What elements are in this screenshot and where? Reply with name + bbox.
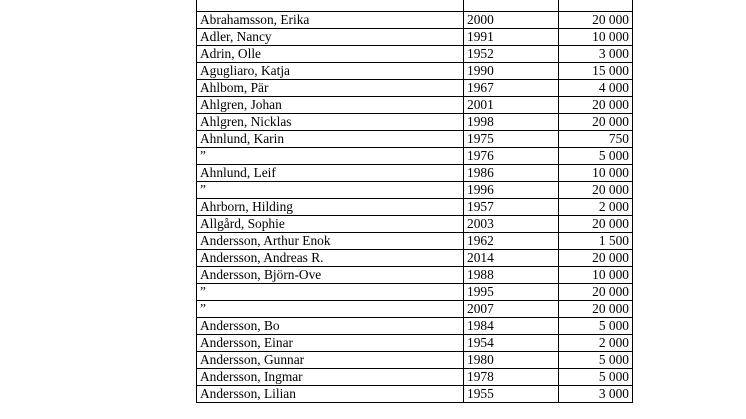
amount-cell: 20 000 [559,216,633,233]
name-cell: ” [197,284,464,301]
name-cell: ” [197,182,464,199]
name-cell: Adler, Nancy [197,29,464,46]
table-row [197,97,633,114]
year-cell: 1962 [464,233,559,250]
year-cell: 1957 [464,199,559,216]
year-cell: 1980 [464,352,559,369]
amount-cell: 20 000 [559,301,633,318]
amount-cell: 20 000 [559,114,633,131]
year-cell: 1984 [464,318,559,335]
table-row [197,284,633,301]
table-row [197,267,633,284]
year-cell: 1967 [464,80,559,97]
amount-cell: 10 000 [559,267,633,284]
table-row [197,318,633,335]
table-row [197,12,633,29]
year-cell: 1986 [464,165,559,182]
amount-cell: 3 000 [559,46,633,63]
year-cell: 1990 [464,63,559,80]
amount-cell: 5 000 [559,148,633,165]
year-cell: 2007 [464,301,559,318]
amount-cell: 2 000 [559,199,633,216]
name-cell: Andersson, Andreas R. [197,250,464,267]
year-cell: 1954 [464,335,559,352]
name-cell: Allgård, Sophie [197,216,464,233]
year-cell: 2003 [464,216,559,233]
amount-cell: 20 000 [559,284,633,301]
header-cell-name [197,0,464,12]
amount-cell: 5 000 [559,318,633,335]
table-row [197,386,633,403]
table-row [197,114,633,131]
amount-cell: 750 [559,131,633,148]
amount-cell: 20 000 [559,12,633,29]
year-cell: 1975 [464,131,559,148]
amount-cell: 5 000 [559,369,633,386]
table-row [197,148,633,165]
name-cell: Andersson, Gunnar [197,352,464,369]
amount-cell: 10 000 [559,29,633,46]
table-row [197,352,633,369]
table-body [197,0,633,403]
table-row [197,250,633,267]
year-cell: 1978 [464,369,559,386]
year-cell: 1955 [464,386,559,403]
name-cell: Andersson, Ingmar [197,369,464,386]
year-cell: 2000 [464,12,559,29]
name-cell: Andersson, Einar [197,335,464,352]
table-header-row [197,0,633,12]
header-cell-year [464,0,559,12]
name-cell: Adrin, Olle [197,46,464,63]
table-row [197,80,633,97]
year-cell: 1996 [464,182,559,199]
table-row [197,165,633,182]
year-cell: 1952 [464,46,559,63]
table-row [197,63,633,80]
name-cell: Ahnlund, Karin [197,131,464,148]
amount-cell: 10 000 [559,165,633,182]
table-row [197,301,633,318]
name-cell: Ahnlund, Leif [197,165,464,182]
amount-cell: 4 000 [559,80,633,97]
name-cell: Andersson, Björn-Ove [197,267,464,284]
amount-cell: 3 000 [559,386,633,403]
year-cell: 1998 [464,114,559,131]
amount-cell: 15 000 [559,63,633,80]
year-cell: 2001 [464,97,559,114]
amount-cell: 2 000 [559,335,633,352]
amount-cell: 20 000 [559,182,633,199]
amount-cell: 20 000 [559,97,633,114]
table-row [197,199,633,216]
name-cell: Andersson, Bo [197,318,464,335]
year-cell: 1995 [464,284,559,301]
name-cell: ” [197,148,464,165]
recipients-table [196,0,633,403]
year-cell: 1976 [464,148,559,165]
name-cell: Ahlbom, Pär [197,80,464,97]
table-row [197,369,633,386]
name-cell: ” [197,301,464,318]
header-cell-amount [559,0,633,12]
table-row [197,29,633,46]
table-row [197,335,633,352]
year-cell: 2014 [464,250,559,267]
amount-cell: 20 000 [559,250,633,267]
year-cell: 1988 [464,267,559,284]
name-cell: Agugliaro, Katja [197,63,464,80]
name-cell: Abrahamsson, Erika [197,12,464,29]
year-cell: 1991 [464,29,559,46]
amount-cell: 5 000 [559,352,633,369]
table-row [197,233,633,250]
name-cell: Ahrborn, Hilding [197,199,464,216]
name-cell: Ahlgren, Nicklas [197,114,464,131]
name-cell: Ahlgren, Johan [197,97,464,114]
name-cell: Andersson, Arthur Enok [197,233,464,250]
table-row [197,182,633,199]
table-row [197,46,633,63]
name-cell: Andersson, Lilian [197,386,464,403]
table-row [197,216,633,233]
table-row [197,131,633,148]
amount-cell: 1 500 [559,233,633,250]
